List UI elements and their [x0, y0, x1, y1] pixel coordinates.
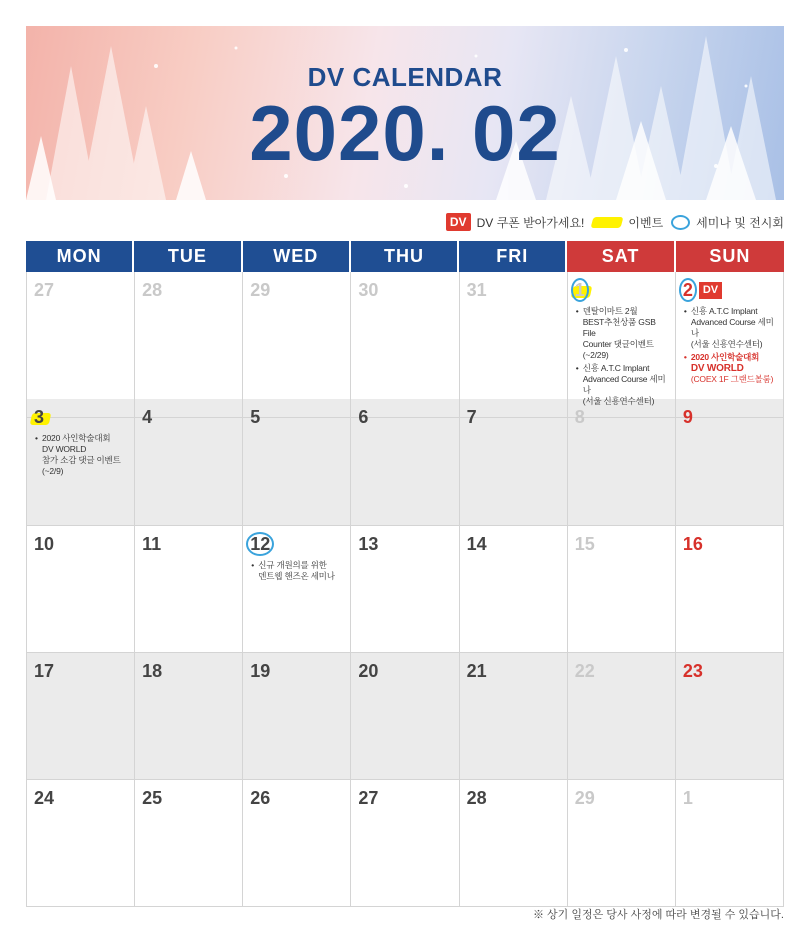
day-cell[interactable] [460, 399, 568, 526]
event-list [683, 306, 776, 385]
day-number: 16 [682, 534, 703, 554]
day-number: 12 [250, 534, 271, 554]
week-row-3 [26, 526, 784, 653]
day-cell[interactable] [243, 780, 351, 907]
event-list [575, 306, 668, 407]
event-item[interactable] [575, 306, 668, 361]
weekday-sat: SAT [567, 241, 675, 272]
weekday-header-row [26, 241, 784, 272]
day-number: 20 [358, 661, 379, 681]
day-cell[interactable] [27, 526, 135, 653]
weekday-sun: SUN [676, 241, 784, 272]
day-cell[interactable] [568, 780, 676, 907]
day-cell[interactable] [27, 780, 135, 907]
day-number: 1 [682, 788, 693, 808]
day-cell[interactable] [243, 653, 351, 780]
day-cell[interactable] [27, 653, 135, 780]
event-line: • 2020 사인학술대회 [690, 352, 760, 362]
dv-badge-icon: DV [699, 282, 722, 299]
day-number: 6 [358, 407, 369, 427]
day-cell[interactable] [676, 653, 784, 780]
circle-marker-icon [671, 215, 690, 230]
day-number: 17 [34, 661, 55, 681]
day-cell[interactable] [676, 272, 784, 418]
week-row-5 [26, 780, 784, 907]
day-number: 30 [358, 280, 379, 300]
weekday-mon: MON [26, 241, 134, 272]
event-line: • 신흥 A.T.C Implant [582, 363, 650, 373]
day-cell[interactable] [351, 780, 459, 907]
event-line: Advanced Course 세미나 [582, 374, 666, 395]
day-number: 11 [142, 534, 162, 554]
day-cell[interactable] [27, 399, 135, 526]
day-number: 10 [34, 534, 55, 554]
day-number: 15 [574, 534, 595, 554]
day-cell[interactable] [351, 399, 459, 526]
day-cell[interactable] [460, 526, 568, 653]
day-cell[interactable] [460, 272, 568, 418]
day-number: 29 [574, 788, 595, 808]
legend-seminar-label: 세미나 및 전시회 [696, 215, 784, 230]
legend-seminar [671, 214, 784, 231]
day-number: 23 [682, 661, 703, 681]
day-cell[interactable] [135, 780, 243, 907]
event-line: (서울 신흥연수센터) [582, 396, 655, 406]
weekday-tue: TUE [134, 241, 242, 272]
event-line: (서울 신흥연수센터) [690, 339, 763, 349]
event-line: Counter 댓글이벤트(~2/29) [582, 339, 654, 360]
dv-badge-icon: DV [446, 213, 471, 231]
event-line: • 2020 사인학술대회 [42, 433, 111, 443]
day-number: 8 [574, 407, 585, 427]
week-row-4 [26, 653, 784, 780]
day-number: 1 [574, 280, 585, 300]
header-banner [26, 26, 784, 200]
week-row-2 [26, 399, 784, 526]
day-cell[interactable] [27, 272, 135, 418]
week-row-1 [26, 272, 784, 406]
day-number: 29 [250, 280, 271, 300]
event-line: DV WORLD [42, 444, 87, 454]
day-cell[interactable] [676, 526, 784, 653]
day-cell[interactable] [676, 399, 784, 526]
day-number: 2 [682, 280, 693, 300]
day-number: 26 [250, 788, 271, 808]
day-number: 9 [682, 407, 693, 427]
weekday-thu: THU [351, 241, 459, 272]
day-number: 27 [34, 280, 55, 300]
calendar-grid [26, 241, 784, 907]
day-number: 14 [466, 534, 487, 554]
event-line: (~2/9) [42, 466, 64, 476]
day-number: 5 [250, 407, 261, 427]
day-number: 7 [466, 407, 477, 427]
event-line: BEST추천상품 GSB File [582, 317, 656, 338]
day-number: 21 [466, 661, 487, 681]
event-list [34, 433, 127, 477]
event-line: • 신흥 A.T.C Implant [690, 306, 758, 316]
calendar-month-title: 2020. 02 [249, 89, 561, 177]
event-line: 덴트웹 핸즈온 세미나 [258, 571, 335, 581]
legend [446, 210, 784, 234]
event-line: 참가 소감 댓글 이벤트 [42, 455, 121, 465]
day-cell[interactable] [135, 526, 243, 653]
day-number: 13 [358, 534, 379, 554]
day-number: 19 [250, 661, 271, 681]
event-line: • 덴탈이마트 2월 [582, 306, 638, 316]
calendar-subtitle: DV CALENDAR [307, 62, 503, 92]
event-line: • 신규 개원의를 위한 [258, 560, 327, 570]
dv-world-logo: DV WORLD [690, 363, 744, 374]
day-cell[interactable] [568, 653, 676, 780]
day-number: 28 [466, 788, 487, 808]
day-cell[interactable] [135, 399, 243, 526]
day-cell[interactable] [135, 653, 243, 780]
day-number: 3 [34, 407, 45, 427]
day-cell[interactable] [568, 399, 676, 526]
event-list [250, 560, 343, 582]
event-line: (COEX 1F 그랜드볼룸) [690, 374, 774, 384]
day-number: 22 [574, 661, 595, 681]
day-number: 31 [466, 280, 487, 300]
day-cell[interactable] [243, 272, 351, 418]
day-number: 27 [358, 788, 379, 808]
day-number: 24 [34, 788, 55, 808]
day-cell[interactable] [460, 780, 568, 907]
day-cell[interactable] [351, 272, 459, 418]
day-cell[interactable] [460, 653, 568, 780]
highlight-marker-icon [591, 217, 624, 228]
day-cell[interactable] [568, 526, 676, 653]
day-number: 18 [142, 661, 163, 681]
event-item[interactable] [250, 560, 343, 582]
weekday-wed: WED [243, 241, 351, 272]
day-cell[interactable] [243, 399, 351, 526]
footer-note: ※ 상기 일정은 당사 사정에 따라 변경될 수 있습니다. [532, 909, 784, 921]
event-item[interactable] [34, 433, 127, 477]
legend-event-label: 이벤트 [628, 215, 664, 230]
legend-coupon [446, 213, 585, 231]
day-cell[interactable] [135, 272, 243, 418]
weekday-fri: FRI [459, 241, 567, 272]
day-cell[interactable] [351, 653, 459, 780]
day-cell[interactable] [676, 780, 784, 907]
event-item-dv-world[interactable] [683, 352, 776, 385]
legend-event [592, 214, 663, 231]
day-cell[interactable] [568, 272, 676, 418]
day-number: 4 [142, 407, 153, 427]
day-cell[interactable] [351, 526, 459, 653]
day-number: 25 [142, 788, 163, 808]
day-number: 28 [142, 280, 163, 300]
event-line: Advanced Course 세미나 [690, 317, 774, 338]
day-cell[interactable] [243, 526, 351, 653]
event-item[interactable] [683, 306, 776, 350]
legend-coupon-label: DV 쿠폰 받아가세요! [476, 215, 585, 230]
